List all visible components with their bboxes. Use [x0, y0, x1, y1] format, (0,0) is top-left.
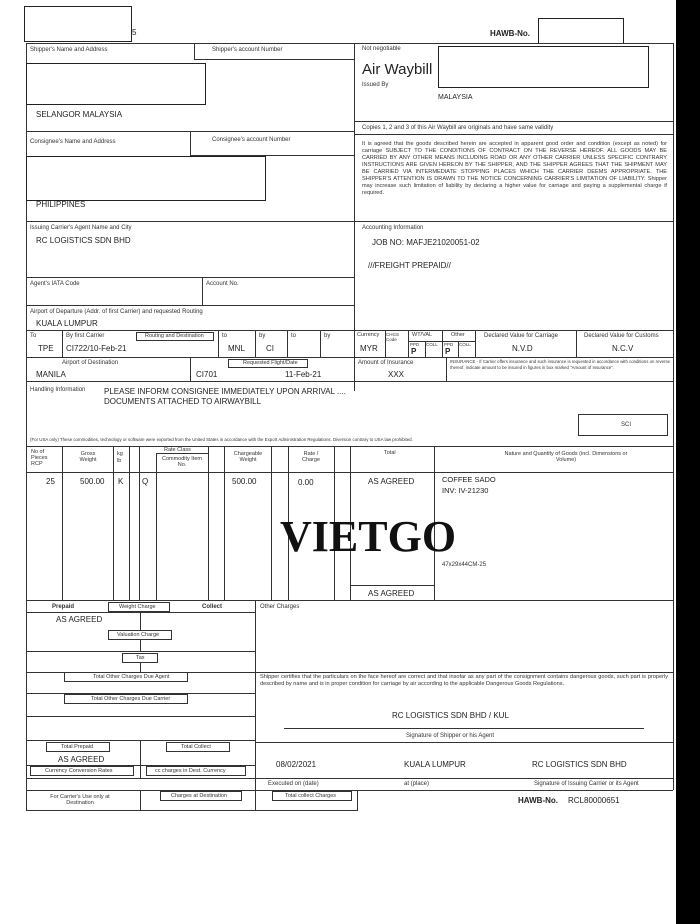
tax-label: Tax [122, 653, 158, 663]
wtval-label: WT/VAL [412, 332, 433, 338]
valuation-charge-label: Valuation Charge [108, 630, 172, 640]
air-waybill-title: Air Waybill [362, 61, 433, 78]
currency-conversion-label: Currency Conversion Rates [30, 766, 134, 776]
not-negotiable: Not negotiable [362, 46, 401, 52]
other-coll-label: COLL [459, 342, 471, 347]
executed-place: KUALA LUMPUR [404, 760, 466, 769]
total-prepaid-label: Total Prepaid [46, 742, 110, 752]
cargo-total: AS AGREED [368, 477, 415, 486]
handling-label: Handling Information [30, 387, 86, 393]
total-collect-charges-label: Total collect Charges [272, 791, 352, 801]
departure-airport: KUALA LUMPUR [36, 319, 98, 328]
goods-line1: COFFEE SADO [442, 475, 496, 484]
chgs-label: CHGS Code [386, 332, 400, 342]
goods-dimensions: 47x29x44CM-25 [442, 562, 487, 568]
conditions-text: It is agreed that the goods described herein are accepted in apparent good order and condition (except as noted) for carriage SUBJECT TO THE CONDITIONS OF CONTRACT ON THE REVERSE HEREOF. ALL GOODS MAY BE CARRIED BY ANY OTHER MEANS INCLUDING ROAD OR ANY OTHER CARRIER UNLESS SPECIFIC CONTRARY INSTRUCTIONS ARE GIVEN HEREON BY THE SHIPPER, AND THE SHIPPER AGREES THAT THE SHIPMENT MAY BE CARRIED VIA INTERMEDIATE STOPPING PLACES WHICH THE CARRIER DEEMS APPROPRIATE. THE SHIPPER'S ATTENTION IS DRAWN TO THE NOTICE CONCERNING CARRIER'S LIMITATION OF LIABILITY. Shipper may increase such limitation of liability by declaring a higher value for carriage and paying a supplemental charge if required. [362, 141, 667, 196]
wt-coll-label: COLL [426, 342, 438, 347]
job-number: JOB NO: MAFJE21020051-02 [372, 238, 480, 247]
by2-carrier: CI [266, 344, 274, 353]
declared-carriage-label: Declared Value for Carriage [484, 333, 558, 339]
requested-flight-label: Requested Flight/Date [228, 359, 308, 368]
charges-destination-label: Charges at Destination [160, 791, 242, 801]
cargo-chargeable: 500.00 [232, 477, 257, 486]
total-prepaid-value: AS AGREED [58, 755, 105, 764]
kg-header: kg lb [117, 451, 123, 464]
other-charges-carrier-label: Total Other Charges Due Carrier [64, 694, 188, 704]
handling-line1: PLEASE INFORM CONSIGNEE IMMEDIATELY UPON ARRIVAL .... [104, 387, 346, 396]
certification-text: Shipper certifies that the particulars on the face hereof are correct and that insofar as any part of the consignment contains dangerous goods, such part is properly described by name and is in proper condition for carriage by air according to the applicable Dangerous Goods Regulations. [260, 674, 668, 687]
currency-label: Currency [357, 332, 380, 338]
cargo-class: Q [142, 477, 149, 486]
redacted-consignee-name [26, 156, 266, 201]
to2-label: to [222, 333, 228, 339]
gross-header: Gross Weight [79, 451, 97, 463]
by2-label: by [259, 333, 266, 339]
total-header: Total [384, 450, 396, 456]
carrier-signature-label: Signature of Issuing Carrier or its Agent [534, 781, 639, 787]
executed-place-label: at (place) [404, 781, 430, 787]
sci-box [578, 414, 668, 436]
other-label: Other [451, 332, 465, 338]
vietgo-watermark: VIETGO [280, 512, 457, 561]
first-carrier-label: By first Carrier [66, 333, 105, 339]
currency-value: MYR [360, 344, 378, 353]
top-fragment: 5 [132, 28, 137, 37]
agent-name: RC LOGISTICS SDN BHD [36, 236, 131, 245]
shipper-account-label: Shipper's account Number [212, 47, 283, 53]
cargo-rate: 0.00 [298, 478, 314, 487]
collect-label: Collect [202, 604, 223, 610]
flight-date: 11-Feb-21 [285, 370, 322, 379]
shipper-signature-label: Signature of Shipper or his Agent [406, 733, 495, 739]
declared-customs-value: N.C.V [612, 344, 634, 353]
hawb-bottom-value: RCL80000651 [568, 796, 620, 805]
other-prepaid-mark: P [445, 347, 451, 356]
cargo-unit: K [118, 477, 124, 486]
wt-prepaid-mark: P [411, 347, 417, 356]
shipper-city: SELANGOR MALAYSIA [36, 110, 123, 119]
hawb-bottom-label: HAWB-No. [518, 796, 558, 805]
agent-iata-label: Agent's IATA Code [30, 281, 80, 287]
first-carrier: CI722/10-Feb-21 [66, 344, 127, 353]
other-ppd-label: PPD [444, 342, 454, 347]
redacted-awb-number [24, 6, 132, 42]
weight-charge-label: Weight Charge [108, 602, 170, 612]
declared-customs-label: Declared Value for Customs [584, 333, 659, 339]
departure-label: Airport of Departure (Addr. of first Carrier) and requested Routing [30, 309, 203, 315]
accounting-label: Accounting Information [362, 225, 424, 231]
commodity-header: Commodity Item No. [161, 456, 203, 468]
handling-line2: DOCUMENTS ATTACHED TO AIRWAYBILL [104, 397, 262, 406]
nature-header: Nature and Quantity of Goods (incl. Dimensions or Volume) [504, 451, 628, 463]
shipper-signature: RC LOGISTICS SDN BHD / KUL [392, 711, 509, 720]
export-note: (For USA only) These commodities, technology or software were exported from the United States in accordance with the Export Administration Regulations. Diversion contrary to USA law prohibited. [30, 437, 413, 442]
by3-label: by [324, 333, 331, 339]
redacted-issuer [438, 46, 649, 88]
chargeable-header: Chargeable Weight [233, 451, 263, 463]
total-collect-label: Total Collect [166, 742, 230, 752]
to-airport: TPE [38, 344, 54, 353]
carrier-signature: RC LOGISTICS SDN BHD [532, 760, 627, 769]
copies-note: Copies 1, 2 and 3 of this Air Waybill are originals and have same validity [362, 125, 554, 131]
to3-label: to [291, 333, 297, 339]
shipper-name-label: Shipper's Name and Address [30, 47, 108, 53]
wt-ppd-label: PPD [410, 342, 420, 347]
agent-account-label: Account No. [206, 281, 239, 287]
freight-prepaid: ///FREIGHT PREPAID// [368, 261, 451, 270]
pieces-header: No of Pieces RCP [31, 449, 48, 467]
to-label: To [30, 333, 37, 339]
cargo-total-bottom: AS AGREED [368, 589, 415, 598]
insurance-value: XXX [388, 370, 405, 379]
weight-charge-value: AS AGREED [56, 615, 103, 624]
destination-label: Airport of Destination [62, 360, 119, 366]
other-charges-agent-label: Total Other Charges Due Agent [64, 672, 188, 682]
insurance-label: Amount of Insurance [358, 360, 414, 366]
agent-label: Issuing Carrier's Agent Name and City [30, 225, 132, 231]
to2-airport: MNL [228, 344, 245, 353]
consignee-name-label: Consignee's Name and Address [30, 139, 116, 145]
destination-airport: MANILA [36, 370, 66, 379]
cc-charges-label: cc charges in Dest. Currency [146, 766, 246, 776]
insurance-note: INSURANCE - If Carrier offers insurance and such insurance is requested in accordance with conditions on reverse thereof, indicate amount to be insured in figures in box marked "Amount of Insurance". [450, 359, 670, 370]
redacted-shipper-name [26, 63, 206, 105]
cargo-gross: 500.00 [80, 477, 105, 486]
flight-number: CI701 [196, 370, 218, 379]
prepaid-label: Prepaid [52, 604, 75, 610]
carrier-use-label: For Carrier's Use only at Destination [50, 794, 110, 806]
goods-line2: INV: IV-21230 [442, 486, 489, 495]
other-charges-label: Other Charges [260, 604, 300, 610]
routing-destination-label: Routing and Destination [136, 332, 214, 341]
rate-class-header: Rate Class [164, 447, 191, 453]
consignee-country: PHILIPPINES [36, 200, 86, 209]
cargo-pieces: 25 [46, 477, 55, 486]
redacted-hawb-number [538, 18, 624, 44]
hawb-top-label: HAWB-No. [490, 29, 530, 38]
rate-header: Rate / Charge [301, 451, 321, 463]
sci-label: SCI [621, 422, 632, 428]
executed-date-label: Executed on (date) [268, 781, 319, 787]
declared-carriage-value: N.V.D [512, 344, 533, 353]
consignee-account-label: Consignee's account Number [212, 137, 291, 143]
issued-by-label: Issued By [362, 82, 389, 88]
scan-edge [676, 0, 700, 924]
issuer-country: MALAYSIA [438, 94, 473, 101]
executed-date: 08/02/2021 [276, 760, 317, 769]
